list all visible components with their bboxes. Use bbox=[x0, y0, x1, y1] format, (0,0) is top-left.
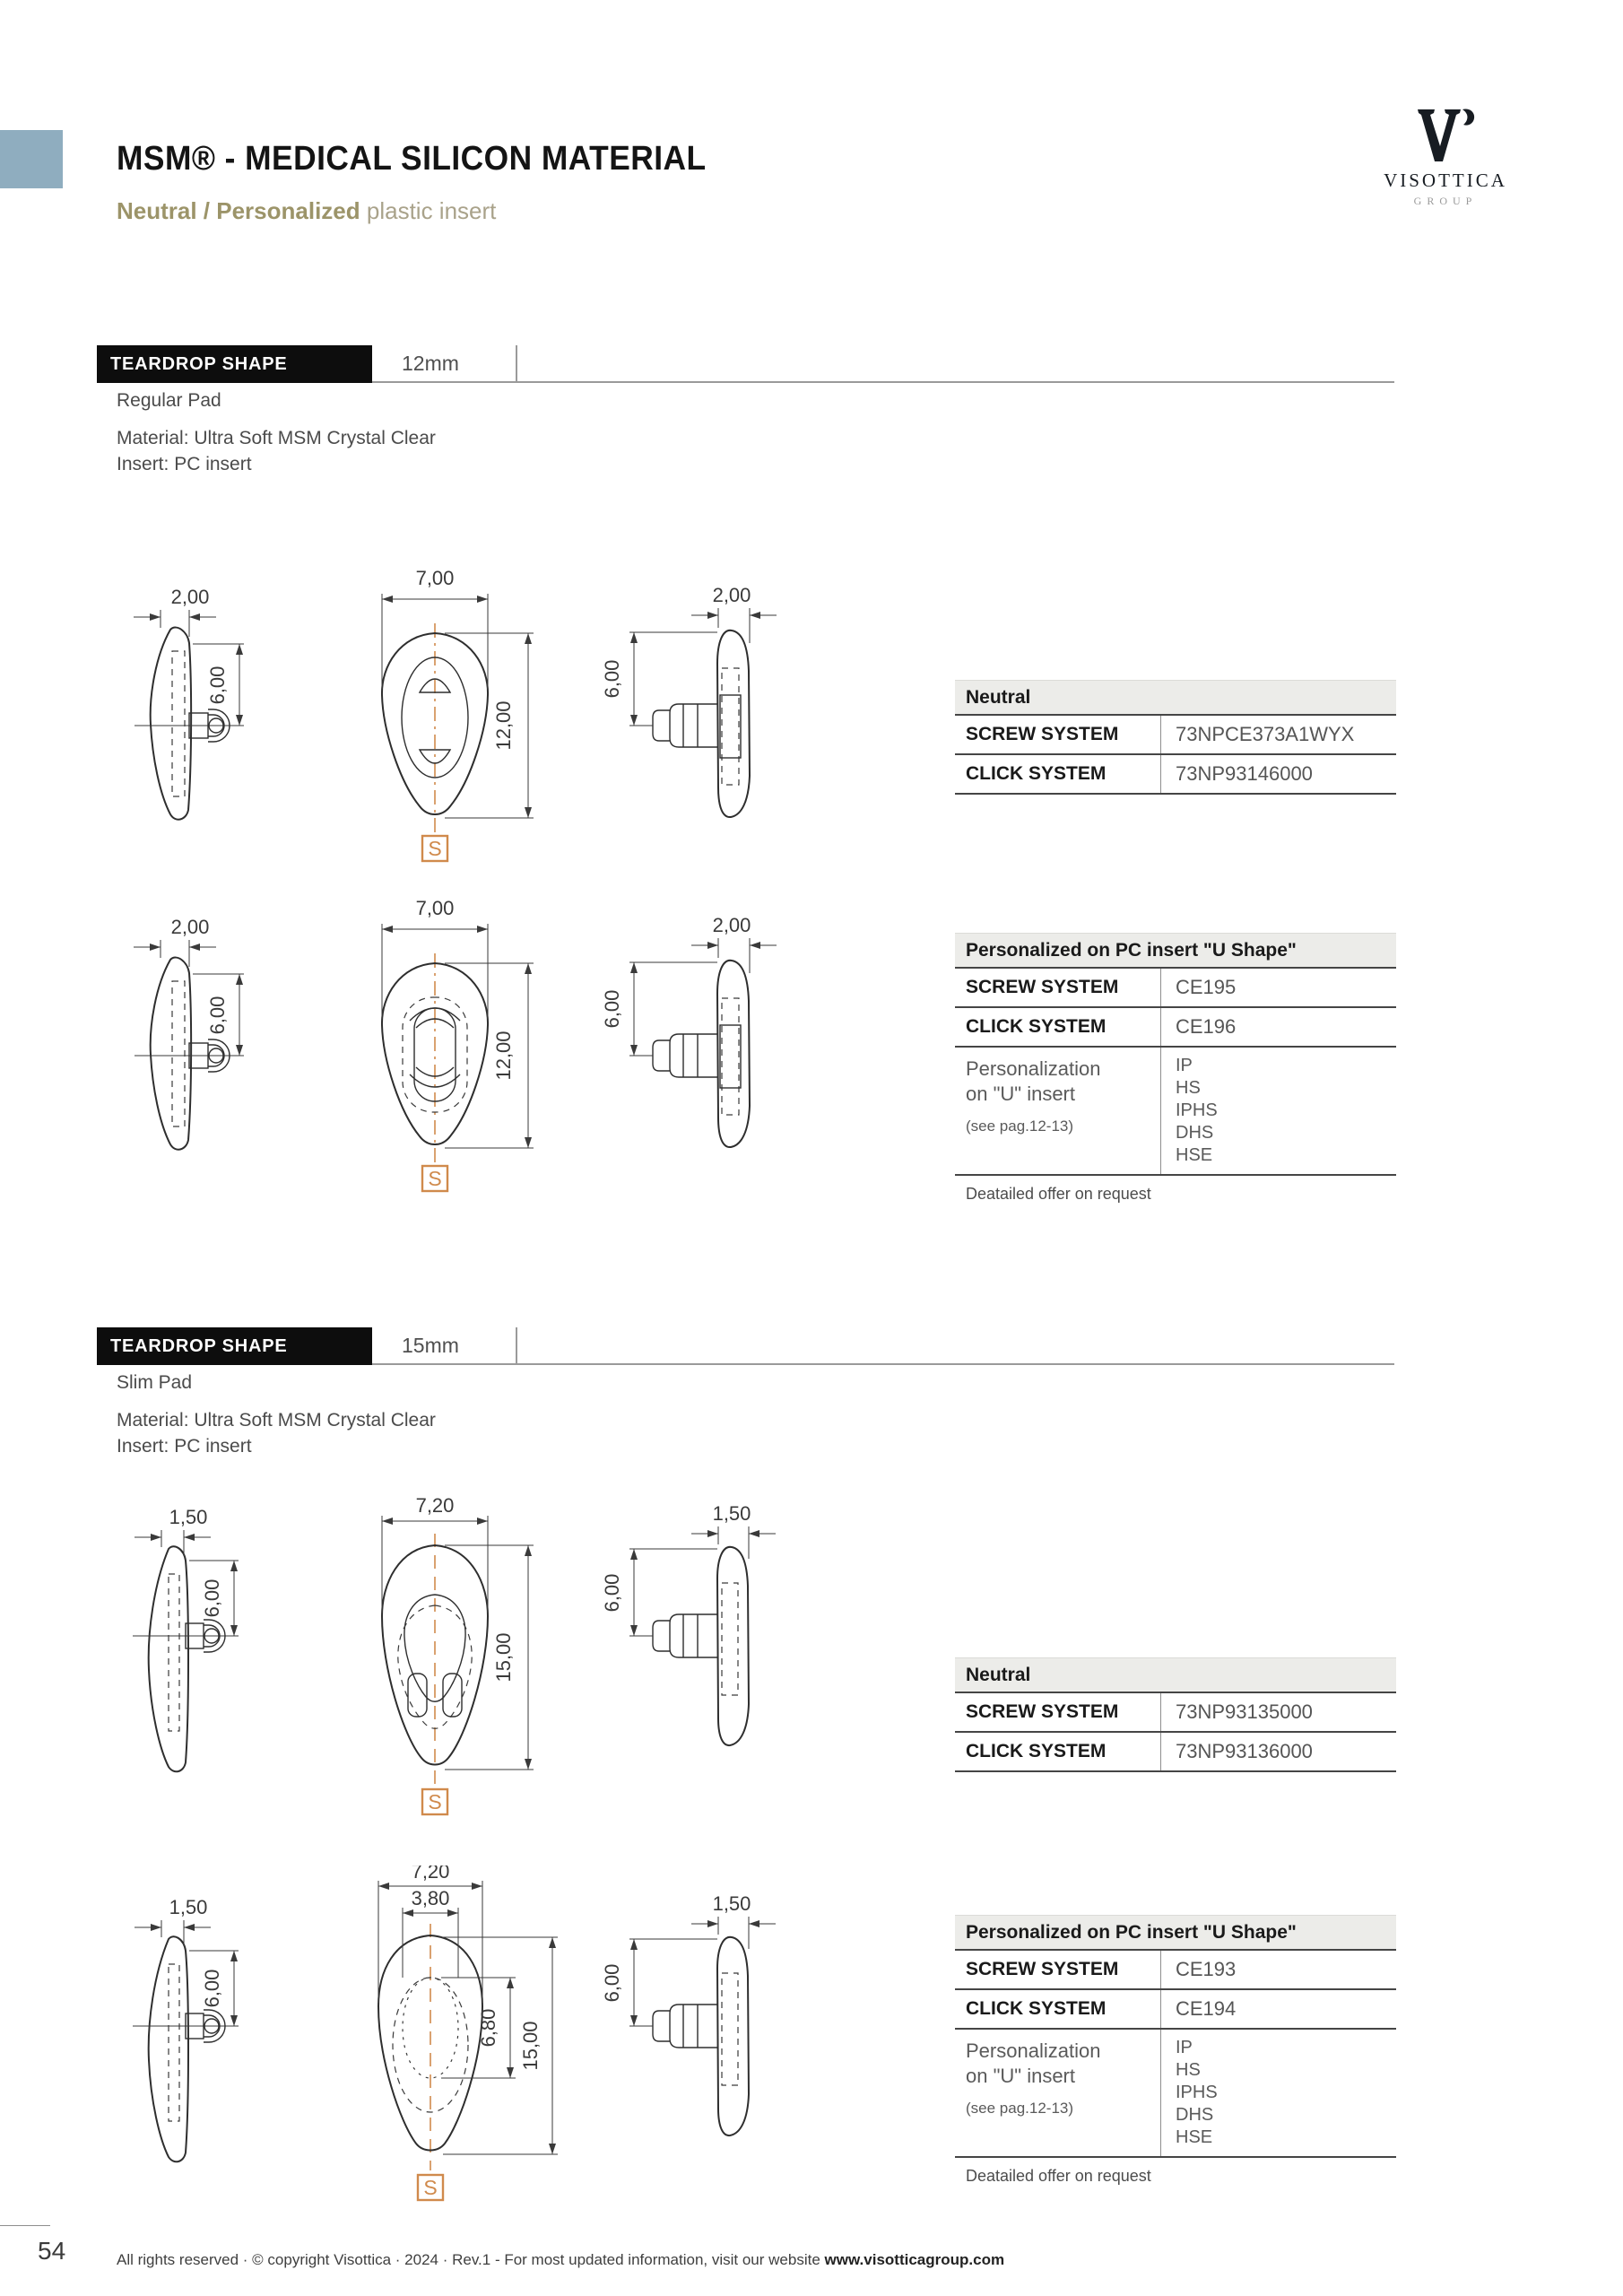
section-meta-12mm bbox=[117, 387, 436, 477]
copyright-body: All rights reserved · © copyright Visottica · 2024 · Rev.1 - For most updated information, visit our website bbox=[117, 2251, 825, 2268]
s-marker: S bbox=[428, 1167, 442, 1190]
table-row bbox=[955, 1693, 1396, 1733]
copyright-text bbox=[117, 2251, 1004, 2269]
option: HS bbox=[1176, 2060, 1201, 2080]
dim-label: 1,50 bbox=[169, 1506, 208, 1528]
option: IPHS bbox=[1176, 2083, 1218, 2102]
dim-label: 1,50 bbox=[712, 1502, 751, 1525]
personalization-label bbox=[955, 1048, 1161, 1174]
subtitle-bold: Neutral / Personalized bbox=[117, 197, 360, 224]
side-view-drawing bbox=[134, 916, 244, 1150]
dim-label: 7,20 bbox=[411, 1866, 450, 1883]
visottica-logo bbox=[1374, 108, 1517, 208]
s-marker: S bbox=[428, 837, 442, 860]
personalization-label bbox=[955, 2030, 1161, 2156]
option: HSE bbox=[1176, 1145, 1213, 1165]
page-subtitle bbox=[117, 197, 496, 225]
personalization-line2: on "U" insert bbox=[966, 2064, 1075, 2087]
personalization-options bbox=[1161, 2030, 1396, 2156]
table-15mm-personalized bbox=[955, 1915, 1396, 2186]
dim-label: 6,00 bbox=[206, 996, 229, 1035]
drawing-row-15mm-neutral bbox=[90, 1498, 897, 1857]
option: IPHS bbox=[1176, 1100, 1218, 1120]
logo-group: GROUP bbox=[1413, 195, 1478, 207]
dim-label: 6,80 bbox=[477, 2008, 499, 2048]
row-label: SCREW SYSTEM bbox=[955, 969, 1161, 1006]
table-row bbox=[955, 969, 1396, 1008]
row-value: 73NP93146000 bbox=[1176, 762, 1313, 785]
table-15mm-neutral bbox=[955, 1657, 1396, 1772]
table-12mm-neutral bbox=[955, 680, 1396, 795]
personalization-row bbox=[955, 1048, 1396, 1176]
table-12mm-personalized bbox=[955, 933, 1396, 1204]
s-marker: S bbox=[428, 1790, 442, 1813]
dim-label: 2,00 bbox=[170, 586, 210, 608]
section-bar-15mm bbox=[97, 1327, 1394, 1365]
dim-label: 15,00 bbox=[519, 2021, 542, 2071]
pad-type: Regular Pad bbox=[117, 390, 221, 411]
option: HSE bbox=[1176, 2127, 1213, 2147]
dim-label: 6,00 bbox=[201, 1578, 223, 1618]
dim-label: 6,00 bbox=[601, 1963, 623, 2003]
front-view-drawing bbox=[382, 1498, 534, 1814]
accent-square bbox=[0, 130, 63, 188]
bar-divider bbox=[516, 345, 517, 383]
dim-label: 6,00 bbox=[206, 665, 229, 705]
section-meta-15mm bbox=[117, 1370, 436, 1459]
row-label: CLICK SYSTEM bbox=[955, 1733, 1161, 1770]
row-value: CE195 bbox=[1176, 976, 1237, 998]
option: DHS bbox=[1176, 1123, 1214, 1143]
table-row bbox=[955, 1990, 1396, 2030]
dim-label: 2,00 bbox=[170, 916, 210, 938]
table-row bbox=[955, 716, 1396, 755]
dim-label: 2,00 bbox=[712, 584, 751, 606]
table-row bbox=[955, 755, 1396, 795]
dim-label: 6,00 bbox=[201, 1969, 223, 2008]
dim-label: 12,00 bbox=[492, 1031, 515, 1081]
dim-label: 7,20 bbox=[415, 1498, 455, 1517]
front-view-drawing bbox=[382, 897, 534, 1191]
personalization-options bbox=[1161, 1048, 1396, 1174]
row-label: SCREW SYSTEM bbox=[955, 1693, 1161, 1731]
footer-divider bbox=[0, 2225, 50, 2226]
dim-label: 6,00 bbox=[601, 1573, 623, 1613]
table-footnote: Deatailed offer on request bbox=[966, 2167, 1151, 2185]
side-view-drawing bbox=[134, 586, 244, 820]
row-label: SCREW SYSTEM bbox=[955, 1951, 1161, 1988]
row-label: CLICK SYSTEM bbox=[955, 1990, 1161, 2028]
click-view-drawing bbox=[601, 1502, 776, 1745]
logo-name: VISOTTICA bbox=[1384, 170, 1507, 191]
personalization-line1: Personalization bbox=[966, 2039, 1101, 2062]
dim-label: 7,00 bbox=[415, 897, 455, 919]
option: DHS bbox=[1176, 2105, 1214, 2125]
row-value: CE194 bbox=[1176, 1997, 1237, 2020]
table-row bbox=[955, 1733, 1396, 1772]
table-title: Neutral bbox=[955, 1657, 1396, 1693]
shape-size: 15mm bbox=[402, 1334, 459, 1357]
side-view-drawing bbox=[133, 1506, 239, 1771]
row-label: SCREW SYSTEM bbox=[955, 716, 1161, 753]
option: IP bbox=[1176, 1056, 1193, 1075]
front-view-drawing bbox=[382, 567, 534, 861]
personalization-note: (see pag.12-13) bbox=[966, 1118, 1074, 1135]
option: IP bbox=[1176, 2038, 1193, 2057]
table-footnote: Deatailed offer on request bbox=[966, 1185, 1151, 1203]
insert-line: Insert: PC insert bbox=[117, 1436, 252, 1457]
row-value: CE196 bbox=[1176, 1015, 1237, 1038]
page-title: MSM® - MEDICAL SILICON MATERIAL bbox=[117, 140, 707, 178]
material-line: Material: Ultra Soft MSM Crystal Clear bbox=[117, 1410, 436, 1431]
drawing-row-12mm-personalized bbox=[90, 886, 897, 1213]
dim-label: 3,80 bbox=[411, 1887, 450, 1909]
front-view-drawing bbox=[378, 1866, 558, 2200]
row-value: 73NPCE373A1WYX bbox=[1176, 723, 1355, 745]
table-row bbox=[955, 1951, 1396, 1990]
table-row bbox=[955, 1008, 1396, 1048]
personalization-row bbox=[955, 2030, 1396, 2158]
shape-size: 12mm bbox=[402, 352, 459, 375]
row-value: 73NP93136000 bbox=[1176, 1740, 1313, 1762]
table-title: Personalized on PC insert "U Shape" bbox=[955, 1915, 1396, 1951]
dim-label: 6,00 bbox=[601, 989, 623, 1029]
visottica-v-icon bbox=[1414, 108, 1477, 163]
click-view-drawing bbox=[601, 914, 777, 1147]
insert-line: Insert: PC insert bbox=[117, 454, 252, 474]
dim-label: 2,00 bbox=[712, 914, 751, 936]
row-value: 73NP93135000 bbox=[1176, 1700, 1313, 1723]
side-view-drawing bbox=[133, 1896, 239, 2161]
page-number: 54 bbox=[38, 2237, 66, 2265]
section-bar-12mm bbox=[97, 345, 1394, 383]
click-view-drawing bbox=[601, 1892, 776, 2135]
dim-label: 1,50 bbox=[169, 1896, 208, 1918]
row-label: CLICK SYSTEM bbox=[955, 755, 1161, 793]
dim-label: 1,50 bbox=[712, 1892, 751, 1915]
shape-label: TEARDROP SHAPE bbox=[97, 345, 372, 383]
pad-type: Slim Pad bbox=[117, 1372, 193, 1393]
personalization-line2: on "U" insert bbox=[966, 1082, 1075, 1105]
row-label: CLICK SYSTEM bbox=[955, 1008, 1161, 1046]
dim-label: 7,00 bbox=[415, 567, 455, 589]
personalization-line1: Personalization bbox=[966, 1057, 1101, 1080]
table-title: Neutral bbox=[955, 680, 1396, 716]
dim-label: 15,00 bbox=[492, 1632, 515, 1683]
row-value: CE193 bbox=[1176, 1958, 1237, 1980]
dim-label: 12,00 bbox=[492, 700, 515, 751]
material-line: Material: Ultra Soft MSM Crystal Clear bbox=[117, 428, 436, 448]
personalization-note: (see pag.12-13) bbox=[966, 2100, 1074, 2117]
s-marker: S bbox=[423, 2176, 438, 2199]
subtitle-light: plastic insert bbox=[360, 197, 497, 224]
click-view-drawing bbox=[601, 584, 777, 817]
shape-label: TEARDROP SHAPE bbox=[97, 1327, 372, 1365]
dim-label: 6,00 bbox=[601, 659, 623, 699]
bar-divider bbox=[516, 1327, 517, 1365]
option: HS bbox=[1176, 1078, 1201, 1098]
drawing-row-15mm-personalized bbox=[90, 1866, 897, 2265]
website-link[interactable]: www.visotticagroup.com bbox=[824, 2251, 1005, 2268]
drawing-row-12mm-neutral bbox=[90, 556, 897, 883]
table-title: Personalized on PC insert "U Shape" bbox=[955, 933, 1396, 969]
